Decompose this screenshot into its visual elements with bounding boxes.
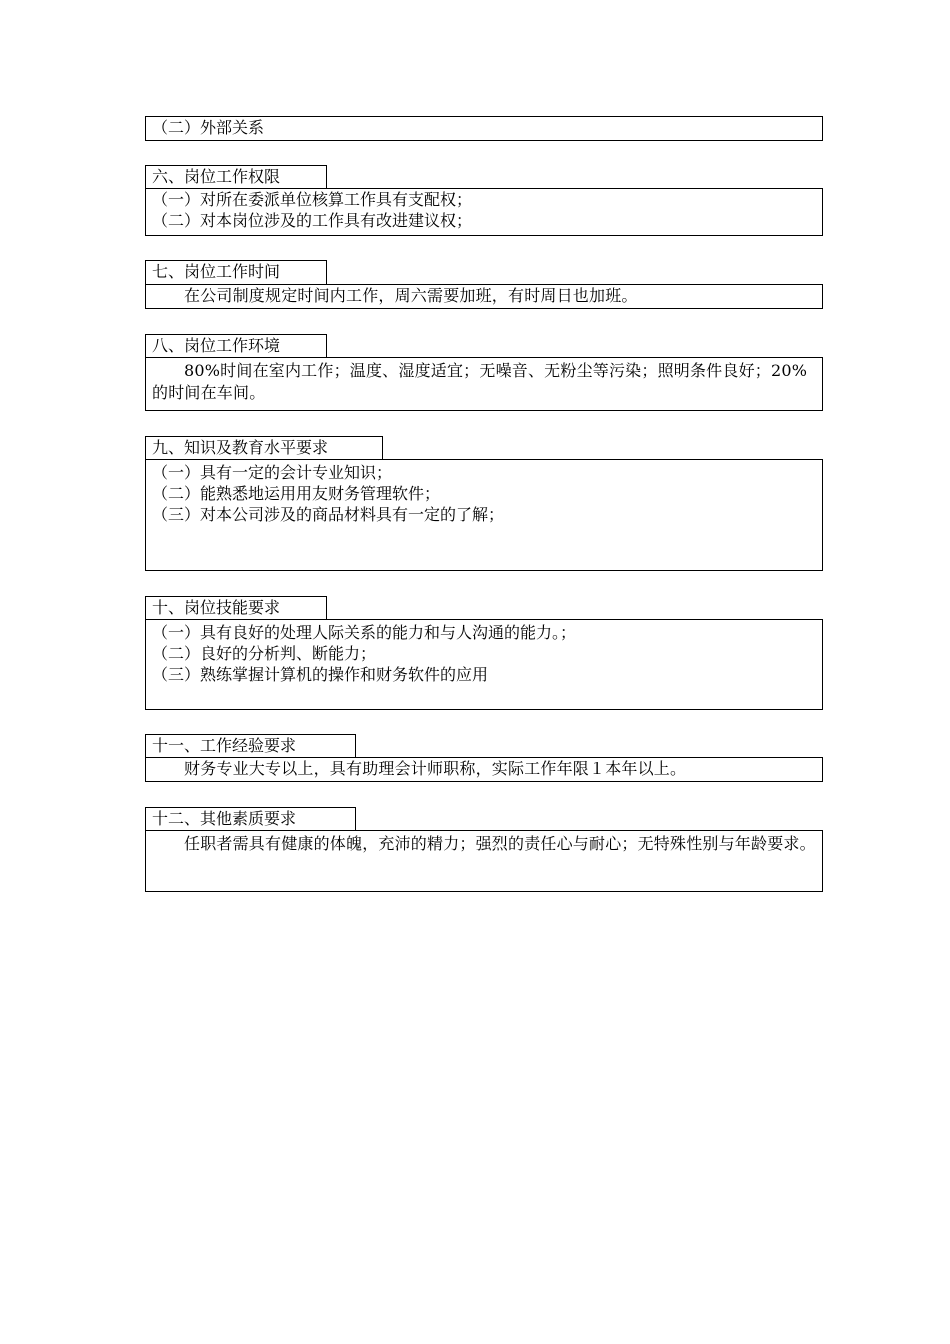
section10-item: （三）熟练掌握计算机的操作和财务软件的应用 bbox=[152, 665, 489, 684]
section11-title: 十一、工作经验要求 bbox=[145, 734, 356, 758]
section9-item: （三）对本公司涉及的商品材料具有一定的了解； bbox=[152, 505, 505, 524]
section9-item: （二）能熟悉地运用用友财务管理软件； bbox=[152, 484, 441, 503]
section6-item: （二）对本岗位涉及的工作具有改进建议权； bbox=[152, 211, 473, 230]
section10-item: （二）良好的分析判、断能力； bbox=[152, 644, 377, 663]
section10-title: 十、岗位技能要求 bbox=[145, 596, 327, 620]
external-relations-label: （二）外部关系 bbox=[152, 118, 265, 137]
section7-title: 七、岗位工作时间 bbox=[145, 260, 327, 284]
section6-box bbox=[145, 188, 823, 236]
section9-item: （一）具有一定的会计专业知识； bbox=[152, 463, 393, 482]
section8-text: 80%时间在室内工作；温度、湿度适宜；无噪音、无粉尘等污染；照明条件良好；20%的时间在车间。 bbox=[152, 361, 808, 402]
section6-item: （一）对所在委派单位核算工作具有支配权； bbox=[152, 190, 473, 209]
section7-text: 在公司制度规定时间内工作，周六需要加班，有时周日也加班。 bbox=[184, 286, 638, 305]
section11-box bbox=[145, 757, 823, 782]
section7-box bbox=[145, 284, 823, 309]
external-relations-box bbox=[145, 116, 823, 141]
section10-item: （一）具有良好的处理人际关系的能力和与人沟通的能力。； bbox=[152, 623, 577, 642]
section12-text: 任职者需具有健康的体魄，充沛的精力；强烈的责任心与耐心；无特殊性别与年龄要求。 bbox=[184, 834, 816, 853]
section9-title: 九、知识及教育水平要求 bbox=[145, 436, 383, 460]
section10-box bbox=[145, 619, 823, 710]
section12-box bbox=[145, 830, 823, 892]
section11-text: 财务专业大专以上，具有助理会计师职称，实际工作年限１本年以上。 bbox=[184, 759, 687, 778]
section8-box bbox=[145, 357, 823, 411]
section6-title: 六、岗位工作权限 bbox=[145, 165, 327, 189]
section12-title: 十二、其他素质要求 bbox=[145, 807, 356, 831]
section9-box bbox=[145, 459, 823, 571]
section8-title: 八、岗位工作环境 bbox=[145, 334, 327, 358]
